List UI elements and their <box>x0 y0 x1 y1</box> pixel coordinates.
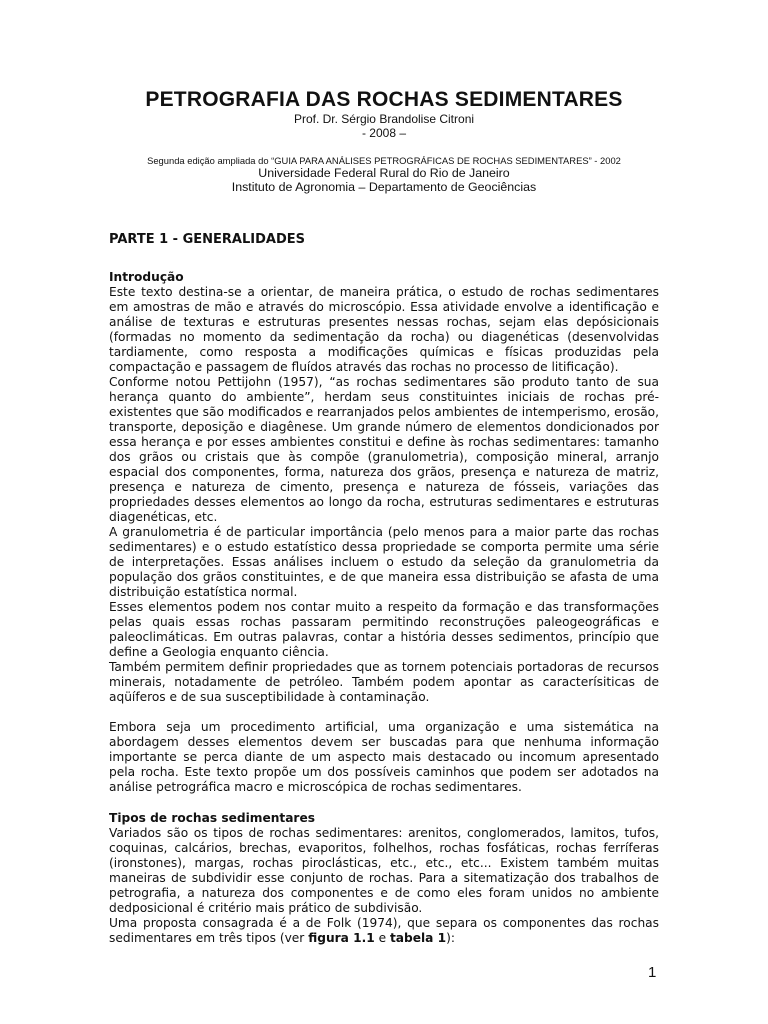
intro-paragraph: Embora seja um procedimento artificial, uma organização e uma sistemática na abordagem desses elementos devem ser buscadas para que nenhuma informação importante se perca diante de um aspecto mais destacado ou incomum apresentado pela rocha. Este texto propõe um dos possíveis caminhos que podem ser adotados na análise petrográfica macro e microscópica de rochas sedimentares. <box>109 720 659 794</box>
types-paragraph-refs <box>109 916 659 946</box>
document-page <box>109 0 659 946</box>
types-text: ): <box>446 931 456 945</box>
year-line: - 2008 – <box>361 126 407 140</box>
paragraph-gap <box>109 705 659 720</box>
intro-heading: Introdução <box>109 270 184 284</box>
intro-paragraph: Conforme notou Pettijohn (1957), “as rochas sedimentares são produto tanto de sua herança quanto do ambiente”, herdam seus constituintes iniciais de rochas pré-existentes que são modificados e rearranjados pelos ambientes de intemperismo, erosão, transporte, deposição e diagênese. Um grande número de elementos dondicionados por essa herança e por esses ambientes constitui e define às rochas sedimentares: tamanho dos grãos ou cristais que às compõe (granulometria), composição mineral, arranjo espacial dos componentes, forma, natureza dos grãos, presença e natureza de matriz, presença e natureza de cimento, presença e natureza de fósseis, variações das propriedades desses elementos ao longo da rocha, estruturas sedimentares e estruturas diagenéticas, etc. <box>109 375 659 524</box>
author-line: Prof. Dr. Sérgio Brandolise Citroni <box>293 112 475 126</box>
document-title: PETROGRAFIA DAS ROCHAS SEDIMENTARES <box>145 88 623 111</box>
types-paragraph: Variados são os tipos de rochas sedimentares: arenitos, conglomerados, lamitos, tufos, coquinas, calcários, brechas, evaporitos, folhelhos, rochas fosfáticas, rochas ferríferas (ironstones), margas, rochas piroclásticas, etc., etc., etc... Existem também muitas maneiras de subdividir esse conjunto de rochas. Para a sitematização dos trabalhos de petrografia, a natureza dos componentes e de como eles foram unidos no ambiente dedposicional é critério mais prático de subdivisão. <box>109 826 659 915</box>
types-text: e <box>374 931 390 945</box>
intro-paragraph: A granulometria é de particular importância (pelo menos para a maior parte das rochas sedimentares) e o estudo estatístico dessa propriedade se comporta permite uma série de interpretações. Essas análises incluem o estudo da seleção da granulometria da população dos grãos constituintes, e de que maneira essa distribuição se afasta de uma distribuição estatística normal. <box>109 525 659 599</box>
university-line: Universidade Federal Rural do Rio de Janeiro <box>258 166 510 180</box>
intro-paragraph: Também permitem definir propriedades que as tornem potenciais portadoras de recursos minerais, notadamente de petróleo. Também podem apontar as caracterísiticas de aqüíferos e de sua susceptibilidade à contaminação. <box>109 660 659 704</box>
part-title: PARTE 1 - GENERALIDADES <box>109 232 305 247</box>
institute-line: Instituto de Agronomia – Departamento de Geociências <box>231 180 537 194</box>
figure-reference: figura 1.1 <box>308 931 375 945</box>
intro-paragraph: Este texto destina-se a orientar, de maneira prática, o estudo de rochas sedimentares em amostras de mão e através do microscópio. Essa atividade envolve a identificação e análise de texturas e estruturas presentes nessas rochas, sejam elas depósicionais (formadas no momento da sedimentação da rocha) ou diagenéticas (desenvolvidas tardiamente, como resposta a modificações químicas e físicas produzidas pela compactação e passagem de fluídos através das rochas no processo de litificação). <box>109 285 659 374</box>
types-heading: Tipos de rochas sedimentares <box>109 811 315 825</box>
intro-paragraph: Esses elementos podem nos contar muito a respeito da formação e das transformações pelas quais essas rochas passaram permitindo reconstruções paleogeográficas e paleoclimáticas. Em outras palavras, contar a história desses sedimentos, princípio que define a Geologia enquanto ciência. <box>109 600 659 659</box>
table-reference: tabela 1 <box>389 931 447 945</box>
edition-note: Segunda edição ampliada do “GUIA PARA ANÁLISES PETROGRÁFICAS DE ROCHAS SEDIMENTARES” - 2002 <box>147 155 621 166</box>
types-text: Uma proposta consagrada é a de Folk (1974), que separa os componentes das rochas sedimentares em três tipos (ver <box>109 916 659 945</box>
page-number: 1 <box>648 964 657 981</box>
